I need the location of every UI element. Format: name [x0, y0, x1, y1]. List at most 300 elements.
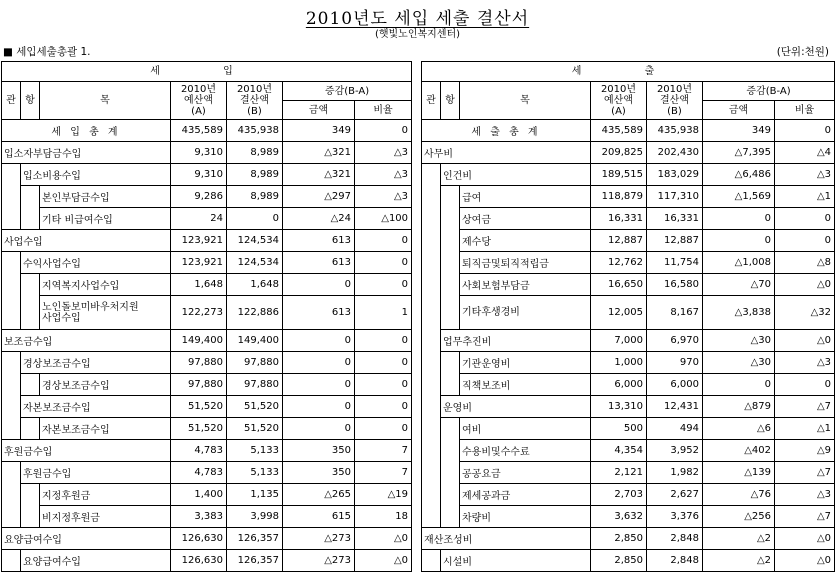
- expense-settlement-value: 1,982: [647, 462, 703, 484]
- expense-settlement-value: 6,970: [647, 330, 703, 352]
- revenue-difference-ratio: △19: [355, 484, 412, 506]
- expense-indent-cell: [422, 296, 441, 330]
- revenue-indent-cell: [2, 252, 21, 274]
- revenue-difference-amount: 0: [283, 374, 355, 396]
- revenue-difference-ratio: 0: [355, 330, 412, 352]
- revenue-row: [2, 208, 412, 230]
- revenue-indent-cell: [2, 374, 21, 396]
- unit-label: (단위:천원): [776, 46, 829, 58]
- expense-row: [422, 528, 835, 550]
- expense-row: [422, 418, 835, 440]
- revenue-gwan-label: 입소자부담금수입: [2, 142, 171, 164]
- revenue-settlement-value: 1,135: [227, 484, 283, 506]
- revenue-difference-ratio: 1: [355, 296, 412, 330]
- revenue-indent-cell: [2, 462, 21, 484]
- revenue-settlement-value: 8,989: [227, 164, 283, 186]
- expense-hang-label: 업무추진비: [441, 330, 591, 352]
- revenue-row: [2, 528, 412, 550]
- expense-budget-value: 2,703: [591, 484, 647, 506]
- revenue-row: [2, 120, 412, 142]
- revenue-difference-amount: △273: [283, 528, 355, 550]
- revenue-row: [2, 462, 412, 484]
- expense-row: [422, 440, 835, 462]
- revenue-difference-ratio: 0: [355, 120, 412, 142]
- expense-header-gwan: 관: [422, 82, 441, 120]
- revenue-row: [2, 230, 412, 252]
- revenue-hang-label: 입소비용수입: [21, 164, 171, 186]
- expense-row: [422, 396, 835, 418]
- revenue-budget-value: 123,921: [171, 230, 227, 252]
- revenue-difference-amount: △24: [283, 208, 355, 230]
- expense-budget-value: 6,000: [591, 374, 647, 396]
- revenue-difference-ratio: 0: [355, 396, 412, 418]
- revenue-mok-label: 자본보조금수입: [40, 418, 171, 440]
- expense-settlement-value: 16,580: [647, 274, 703, 296]
- revenue-difference-amount: 0: [283, 274, 355, 296]
- expense-mok-label: 기타후생경비: [460, 296, 591, 330]
- expense-budget-value: 16,331: [591, 208, 647, 230]
- expense-difference-ratio: △3: [775, 484, 835, 506]
- revenue-indent-cell: [2, 396, 21, 418]
- expense-indent-cell: [422, 252, 441, 274]
- expense-indent-cell: [422, 396, 441, 418]
- expense-header-ratio: 비율: [775, 101, 835, 120]
- expense-budget-value: 16,650: [591, 274, 647, 296]
- revenue-budget-value: 1,648: [171, 274, 227, 296]
- revenue-rows: [2, 120, 412, 572]
- expense-gwan-label: 재산조성비: [422, 528, 591, 550]
- revenue-difference-ratio: 0: [355, 274, 412, 296]
- revenue-indent-cell: [2, 418, 21, 440]
- revenue-indent-cell: [21, 506, 40, 528]
- revenue-settlement-value: 51,520: [227, 418, 283, 440]
- expense-mok-label: 차량비: [460, 506, 591, 528]
- expense-row: [422, 208, 835, 230]
- revenue-row: [2, 164, 412, 186]
- revenue-settlement-value: 51,520: [227, 396, 283, 418]
- revenue-row: [2, 252, 412, 274]
- revenue-row: [2, 274, 412, 296]
- expense-gwan-label: 사무비: [422, 142, 591, 164]
- expense-difference-ratio: 0: [775, 208, 835, 230]
- revenue-budget-value: 51,520: [171, 418, 227, 440]
- expense-settlement-value: 11,754: [647, 252, 703, 274]
- expense-hang-label: 인건비: [441, 164, 591, 186]
- expense-difference-ratio: △9: [775, 440, 835, 462]
- revenue-hang-label: 자본보조금수입: [21, 396, 171, 418]
- expense-difference-amount: △3,838: [703, 296, 775, 330]
- expense-difference-ratio: △0: [775, 550, 835, 572]
- revenue-mok-label: 지역복지사업수입: [40, 274, 171, 296]
- expense-indent-cell: [422, 440, 441, 462]
- expense-row: [422, 296, 835, 330]
- revenue-difference-amount: 615: [283, 506, 355, 528]
- expense-row: [422, 186, 835, 208]
- revenue-difference-ratio: 0: [355, 252, 412, 274]
- expense-difference-amount: △76: [703, 484, 775, 506]
- expense-settlement-value: 183,029: [647, 164, 703, 186]
- expense-hang-label: 운영비: [441, 396, 591, 418]
- expense-indent-cell: [441, 462, 460, 484]
- revenue-indent-cell: [2, 506, 21, 528]
- expense-budget-value: 2,850: [591, 550, 647, 572]
- expense-indent-cell: [422, 550, 441, 572]
- revenue-header-amount: 금액: [283, 101, 355, 120]
- revenue-indent-cell: [21, 208, 40, 230]
- expense-rows: [422, 120, 835, 572]
- expense-indent-cell: [441, 208, 460, 230]
- revenue-budget-value: 9,286: [171, 186, 227, 208]
- expense-table: [421, 61, 835, 572]
- expense-header-hang: 항: [441, 82, 460, 120]
- revenue-difference-ratio: 18: [355, 506, 412, 528]
- expense-difference-amount: △7,395: [703, 142, 775, 164]
- revenue-difference-ratio: △100: [355, 208, 412, 230]
- expense-indent-cell: [422, 352, 441, 374]
- expense-total-label: 세 출 총 계: [422, 120, 591, 142]
- expense-budget-value: 2,121: [591, 462, 647, 484]
- revenue-budget-value: 9,310: [171, 142, 227, 164]
- revenue-difference-ratio: 0: [355, 418, 412, 440]
- revenue-difference-ratio: △0: [355, 528, 412, 550]
- expense-mok-label: 공공요금: [460, 462, 591, 484]
- revenue-settlement-value: 97,880: [227, 352, 283, 374]
- revenue-budget-value: 123,921: [171, 252, 227, 274]
- revenue-difference-ratio: 0: [355, 352, 412, 374]
- revenue-budget-value: 9,310: [171, 164, 227, 186]
- expense-difference-ratio: △3: [775, 352, 835, 374]
- expense-mok-label: 사회보험부담금: [460, 274, 591, 296]
- revenue-indent-cell: [2, 208, 21, 230]
- revenue-header-budget: 2010년 예산액 (A): [171, 82, 227, 120]
- expense-row: [422, 374, 835, 396]
- expense-indent-cell: [441, 484, 460, 506]
- expense-difference-ratio: 0: [775, 120, 835, 142]
- revenue-row: [2, 352, 412, 374]
- revenue-settlement-value: 126,357: [227, 528, 283, 550]
- revenue-header-difference: 증감(B-A): [283, 82, 412, 101]
- expense-mok-label: 수용비및수수료: [460, 440, 591, 462]
- expense-indent-cell: [422, 208, 441, 230]
- revenue-difference-amount: 0: [283, 418, 355, 440]
- revenue-difference-ratio: 0: [355, 374, 412, 396]
- expense-settlement-value: 2,627: [647, 484, 703, 506]
- expense-settlement-value: 8,167: [647, 296, 703, 330]
- revenue-difference-amount: 0: [283, 396, 355, 418]
- expense-mok-label: 상여금: [460, 208, 591, 230]
- expense-row: [422, 274, 835, 296]
- revenue-indent-cell: [2, 352, 21, 374]
- expense-budget-value: 189,515: [591, 164, 647, 186]
- revenue-row: [2, 330, 412, 352]
- expense-difference-amount: △70: [703, 274, 775, 296]
- revenue-budget-value: 4,783: [171, 462, 227, 484]
- expense-difference-ratio: △7: [775, 462, 835, 484]
- expense-indent-cell: [441, 506, 460, 528]
- revenue-difference-amount: 613: [283, 252, 355, 274]
- revenue-hang-label: 후원금수입: [21, 462, 171, 484]
- revenue-settlement-value: 0: [227, 208, 283, 230]
- revenue-difference-amount: 0: [283, 330, 355, 352]
- revenue-difference-ratio: 7: [355, 462, 412, 484]
- revenue-indent-cell: [2, 164, 21, 186]
- revenue-indent-cell: [21, 418, 40, 440]
- expense-difference-ratio: △0: [775, 528, 835, 550]
- expense-indent-cell: [441, 374, 460, 396]
- revenue-budget-value: 126,630: [171, 550, 227, 572]
- organization-name: (햇빛노인복지센터): [374, 29, 461, 40]
- expense-difference-amount: 0: [703, 374, 775, 396]
- expense-difference-ratio: △7: [775, 396, 835, 418]
- revenue-hang-label: 수익사업수입: [21, 252, 171, 274]
- revenue-indent-cell: [21, 296, 40, 330]
- expense-settlement-value: 202,430: [647, 142, 703, 164]
- revenue-row: [2, 296, 412, 330]
- revenue-row: [2, 186, 412, 208]
- revenue-header-hang: 항: [21, 82, 40, 120]
- revenue-settlement-value: 124,534: [227, 230, 283, 252]
- revenue-budget-value: 122,273: [171, 296, 227, 330]
- revenue-difference-ratio: △3: [355, 142, 412, 164]
- expense-difference-amount: △879: [703, 396, 775, 418]
- revenue-difference-amount: 613: [283, 230, 355, 252]
- revenue-difference-amount: 613: [283, 296, 355, 330]
- expense-difference-amount: △6,486: [703, 164, 775, 186]
- revenue-settlement-value: 3,998: [227, 506, 283, 528]
- revenue-difference-amount: 350: [283, 440, 355, 462]
- expense-budget-value: 13,310: [591, 396, 647, 418]
- revenue-row: [2, 396, 412, 418]
- revenue-difference-amount: 349: [283, 120, 355, 142]
- expense-difference-ratio: △8: [775, 252, 835, 274]
- revenue-budget-value: 97,880: [171, 352, 227, 374]
- expense-row: [422, 164, 835, 186]
- revenue-budget-value: 149,400: [171, 330, 227, 352]
- expense-row: [422, 352, 835, 374]
- revenue-row: [2, 142, 412, 164]
- revenue-mok-label: 노인돌보미바우처지원 사업수입: [40, 296, 171, 330]
- expense-difference-ratio: △0: [775, 274, 835, 296]
- revenue-row: [2, 374, 412, 396]
- expense-difference-ratio: △7: [775, 506, 835, 528]
- expense-mok-label: 제수당: [460, 230, 591, 252]
- expense-mok-label: 퇴직금및퇴직적립금: [460, 252, 591, 274]
- expense-settlement-value: 494: [647, 418, 703, 440]
- expense-indent-cell: [422, 230, 441, 252]
- expense-section-label: 세 출: [422, 62, 835, 82]
- revenue-difference-amount: 0: [283, 352, 355, 374]
- revenue-settlement-value: 1,648: [227, 274, 283, 296]
- expense-settlement-value: 12,431: [647, 396, 703, 418]
- expense-budget-value: 12,887: [591, 230, 647, 252]
- revenue-header-ratio: 비율: [355, 101, 412, 120]
- expense-budget-value: 500: [591, 418, 647, 440]
- revenue-difference-ratio: △0: [355, 550, 412, 572]
- revenue-difference-ratio: △3: [355, 186, 412, 208]
- expense-settlement-value: 435,938: [647, 120, 703, 142]
- revenue-settlement-value: 126,357: [227, 550, 283, 572]
- expense-difference-amount: △256: [703, 506, 775, 528]
- revenue-settlement-value: 435,938: [227, 120, 283, 142]
- expense-difference-amount: 349: [703, 120, 775, 142]
- expense-header-amount: 금액: [703, 101, 775, 120]
- revenue-header-settlement: 2010년 결산액 (B): [227, 82, 283, 120]
- revenue-indent-cell: [21, 274, 40, 296]
- revenue-indent-cell: [2, 186, 21, 208]
- expense-difference-ratio: △0: [775, 330, 835, 352]
- revenue-indent-cell: [2, 296, 21, 330]
- revenue-budget-value: 435,589: [171, 120, 227, 142]
- revenue-indent-cell: [21, 484, 40, 506]
- expense-settlement-value: 117,310: [647, 186, 703, 208]
- expense-row: [422, 120, 835, 142]
- expense-indent-cell: [441, 352, 460, 374]
- revenue-budget-value: 126,630: [171, 528, 227, 550]
- revenue-difference-amount: △321: [283, 142, 355, 164]
- expense-difference-ratio: △1: [775, 186, 835, 208]
- revenue-difference-amount: 350: [283, 462, 355, 484]
- expense-row: [422, 484, 835, 506]
- expense-row: [422, 506, 835, 528]
- expense-difference-amount: 0: [703, 230, 775, 252]
- revenue-budget-value: 3,383: [171, 506, 227, 528]
- expense-indent-cell: [422, 274, 441, 296]
- revenue-indent-cell: [2, 484, 21, 506]
- expense-budget-value: 4,354: [591, 440, 647, 462]
- revenue-settlement-value: 149,400: [227, 330, 283, 352]
- expense-indent-cell: [441, 418, 460, 440]
- revenue-difference-ratio: △3: [355, 164, 412, 186]
- expense-mok-label: 급여: [460, 186, 591, 208]
- expense-indent-cell: [422, 186, 441, 208]
- expense-indent-cell: [422, 330, 441, 352]
- expense-header-mok: 목: [460, 82, 591, 120]
- expense-indent-cell: [422, 484, 441, 506]
- expense-difference-amount: △402: [703, 440, 775, 462]
- expense-mok-label: 기관운영비: [460, 352, 591, 374]
- revenue-difference-amount: △273: [283, 550, 355, 572]
- revenue-mok-label: 경상보조금수입: [40, 374, 171, 396]
- expense-settlement-value: 3,376: [647, 506, 703, 528]
- revenue-difference-amount: △265: [283, 484, 355, 506]
- expense-row: [422, 330, 835, 352]
- expense-budget-value: 209,825: [591, 142, 647, 164]
- revenue-mok-label: 지정후원금: [40, 484, 171, 506]
- revenue-hang-label: 경상보조금수입: [21, 352, 171, 374]
- expense-row: [422, 230, 835, 252]
- revenue-difference-amount: △321: [283, 164, 355, 186]
- expense-row: [422, 252, 835, 274]
- expense-indent-cell: [422, 506, 441, 528]
- expense-budget-value: 12,762: [591, 252, 647, 274]
- expense-difference-ratio: △3: [775, 164, 835, 186]
- revenue-mok-label: 기타 비급여수입: [40, 208, 171, 230]
- expense-difference-ratio: 0: [775, 374, 835, 396]
- expense-indent-cell: [441, 296, 460, 330]
- revenue-gwan-label: 후원금수입: [2, 440, 171, 462]
- expense-difference-amount: △30: [703, 352, 775, 374]
- expense-settlement-value: 3,952: [647, 440, 703, 462]
- expense-row: [422, 462, 835, 484]
- revenue-mok-label: 본인부담금수입: [40, 186, 171, 208]
- expense-difference-ratio: △4: [775, 142, 835, 164]
- expense-settlement-value: 970: [647, 352, 703, 374]
- revenue-indent-cell: [2, 550, 21, 572]
- revenue-settlement-value: 122,886: [227, 296, 283, 330]
- expense-settlement-value: 6,000: [647, 374, 703, 396]
- expense-mok-label: 직책보조비: [460, 374, 591, 396]
- expense-header-difference: 증감(B-A): [703, 82, 835, 101]
- revenue-row: [2, 418, 412, 440]
- expense-difference-amount: △1,008: [703, 252, 775, 274]
- expense-difference-amount: △1,569: [703, 186, 775, 208]
- expense-settlement-value: 2,848: [647, 528, 703, 550]
- expense-indent-cell: [422, 462, 441, 484]
- expense-indent-cell: [422, 374, 441, 396]
- revenue-section-label: 세 입: [2, 62, 412, 82]
- expense-budget-value: 3,632: [591, 506, 647, 528]
- expense-budget-value: 435,589: [591, 120, 647, 142]
- expense-indent-cell: [422, 164, 441, 186]
- revenue-difference-ratio: 0: [355, 230, 412, 252]
- expense-difference-amount: △2: [703, 528, 775, 550]
- revenue-budget-value: 97,880: [171, 374, 227, 396]
- expense-row: [422, 142, 835, 164]
- expense-settlement-value: 16,331: [647, 208, 703, 230]
- expense-difference-amount: △30: [703, 330, 775, 352]
- revenue-settlement-value: 97,880: [227, 374, 283, 396]
- expense-indent-cell: [441, 252, 460, 274]
- document-title: 2010년도 세입 세출 결산서: [305, 9, 530, 29]
- revenue-row: [2, 550, 412, 572]
- revenue-gwan-label: 보조금수입: [2, 330, 171, 352]
- revenue-indent-cell: [2, 274, 21, 296]
- revenue-header-mok: 목: [40, 82, 171, 120]
- revenue-budget-value: 4,783: [171, 440, 227, 462]
- revenue-header-gwan: 관: [2, 82, 21, 120]
- revenue-settlement-value: 124,534: [227, 252, 283, 274]
- expense-indent-cell: [441, 186, 460, 208]
- section-heading: ■ 세입세출총괄 1.: [3, 46, 91, 58]
- revenue-settlement-value: 5,133: [227, 440, 283, 462]
- revenue-hang-label: 요양급여수입: [21, 550, 171, 572]
- revenue-difference-amount: △297: [283, 186, 355, 208]
- revenue-row: [2, 484, 412, 506]
- revenue-indent-cell: [21, 374, 40, 396]
- revenue-indent-cell: [21, 186, 40, 208]
- expense-header-settlement: 2010년 결산액 (B): [647, 82, 703, 120]
- expense-budget-value: 118,879: [591, 186, 647, 208]
- expense-mok-label: 여비: [460, 418, 591, 440]
- expense-indent-cell: [441, 230, 460, 252]
- expense-budget-value: 7,000: [591, 330, 647, 352]
- revenue-budget-value: 51,520: [171, 396, 227, 418]
- revenue-gwan-label: 요양급여수입: [2, 528, 171, 550]
- expense-indent-cell: [441, 274, 460, 296]
- revenue-row: [2, 440, 412, 462]
- revenue-total-label: 세 입 총 계: [2, 120, 171, 142]
- expense-settlement-value: 2,848: [647, 550, 703, 572]
- expense-difference-amount: △139: [703, 462, 775, 484]
- expense-indent-cell: [422, 418, 441, 440]
- expense-settlement-value: 12,887: [647, 230, 703, 252]
- revenue-table: [1, 61, 412, 572]
- expense-budget-value: 2,850: [591, 528, 647, 550]
- revenue-budget-value: 1,400: [171, 484, 227, 506]
- revenue-settlement-value: 8,989: [227, 186, 283, 208]
- expense-budget-value: 12,005: [591, 296, 647, 330]
- revenue-settlement-value: 8,989: [227, 142, 283, 164]
